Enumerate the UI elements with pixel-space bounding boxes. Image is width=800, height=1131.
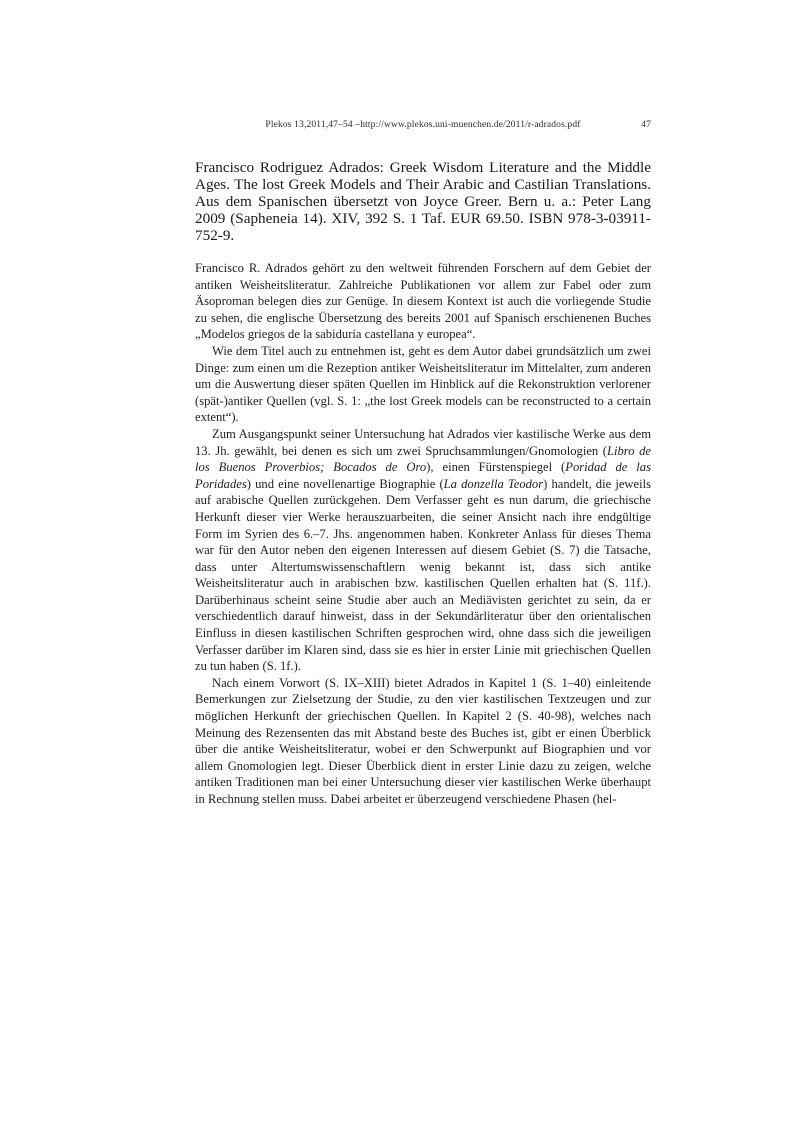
review-paragraph-1: Francisco R. Adrados gehört zu den weltweit führenden Forschern auf dem Gebiet der antiken Weisheitsliteratur. Zahlreiche Publikationen vor allem zur Fabel oder zum Äsoproman belegen dies zur Genüge. In diesem Kontext ist auch die vorliegende Studie zu sehen, die englische Übersetzung des bereits 2001 auf Spanisch erschienenen Buches „Modelos griegos de la sabiduría castellana y europea“. xyxy=(195,261,651,342)
review-paragraph-3 xyxy=(195,426,651,675)
review-paragraph-4: Nach einem Vorwort (S. IX–XIII) bietet Adrados in Kapitel 1 (S. 1–40) einleitende Bemerkungen zur Zielsetzung der Studie, zu den vier kastilischen Textzeugen und zur möglichen Herkunft der griechischen Quellen. In Kapitel 2 (S. 40-98), welches nach Meinung des Rezensenten das mit Abstand beste des Buches ist, gibt er einen Überblick über die antike Weisheitsliteratur, wobei er den Schwerpunkt auf Biographien und vor allem Gnomologien legt. Dieser Überblick dient in erster Linie dazu zu zeigen, welche antiken Traditionen man bei einer Untersuchung dieser vier kastilischen Werke überhaupt in Rechnung stellen muss. Dabei arbeitet er überzeugend verschiedene Phasen (hel- xyxy=(195,675,651,806)
running-head-text: Plekos 13,2011,47–54 –http://www.plekos.uni-muenchen.de/2011/r-adrados.pdf xyxy=(265,120,581,130)
page-number: 47 xyxy=(641,120,651,130)
paragraph-text: ) handelt, die jeweils auf arabische Quellen zurückgehen. Dem Verfasser geht es nun darum, die griechische Herkunft dieser vier Werke herauszuarbeiten, die seiner Ansicht nach ihre endgültige Form im Syrien des 6.–7. Jhs. angenommen haben. Konkreter Anlass für dieses Thema war für den Autor neben den eigenen Interessen auf diesem Gebiet (S. 7) die Tatsache, dass unter Altertumswissenschaftlern wenig bekannt ist, dass sich antike Weisheitsliteratur auch in arabischen bzw. kastilischen Quellen erhalten hat (S. 11f.). Darüberhinaus scheint seine Studie aber auch an Mediävisten gerichtet zu sein, da er verschiedentlich darauf hinweist, dass in der Sekundärliteratur über den orientalischen Einfluss in diesen kastilischen Schriften gesprochen wird, ohne dass sich die jeweiligen Verfasser darüber im Klaren sind, dass sie es hier in erster Linie mit griechischen Quellen zu tun haben (S. 1f.). xyxy=(195,476,651,674)
review-paragraph-2: Wie dem Titel auch zu entnehmen ist, geht es dem Autor dabei grundsätzlich um zwei Dinge: zum einen um die Rezeption antiker Weisheitsliteratur im Mittelalter, zum anderen um die Auswertung dieser späten Quellen im Hinblick auf die Rekonstruktion verlorener (spät-)antiker Quellen (vgl. S. 1: „the lost Greek models can be reconstructed to a certain extent“). xyxy=(195,343,651,425)
book-title-poridad: Poridad de las Poridades xyxy=(195,460,651,491)
book-title-donzella-teodor: La donzella Teodor xyxy=(443,476,544,491)
review-title: Francisco Rodriguez Adrados: Greek Wisdom Literature and the Middle Ages. The lost Greek Models and Their Arabic and Castilian Translations. Aus dem Spanischen übersetzt von Joyce Greer. Bern u. a.: Peter Lang 2009 (Sapheneia 14). XIV, 392 S. 1 Taf. EUR 69.50. ISBN 978-3-03911-752-9. xyxy=(195,159,651,244)
book-title-buenos-proverbios: Libro de los Buenos Proverbios; Bocados de Oro xyxy=(195,443,651,475)
paragraph-text: ), einen Fürstenspiegel ( xyxy=(426,460,566,475)
paragraph-text: Zum Ausgangspunkt seiner Untersuchung hat Adrados vier kastilische Werke aus dem 13. Jh. gewählt, bei denen es sich um zwei Spruchsammlungen/Gnomologien ( xyxy=(195,426,651,458)
paragraph-text: ) und eine novellenartige Biographie ( xyxy=(246,476,444,491)
text-column xyxy=(195,119,651,808)
running-head xyxy=(195,119,651,131)
